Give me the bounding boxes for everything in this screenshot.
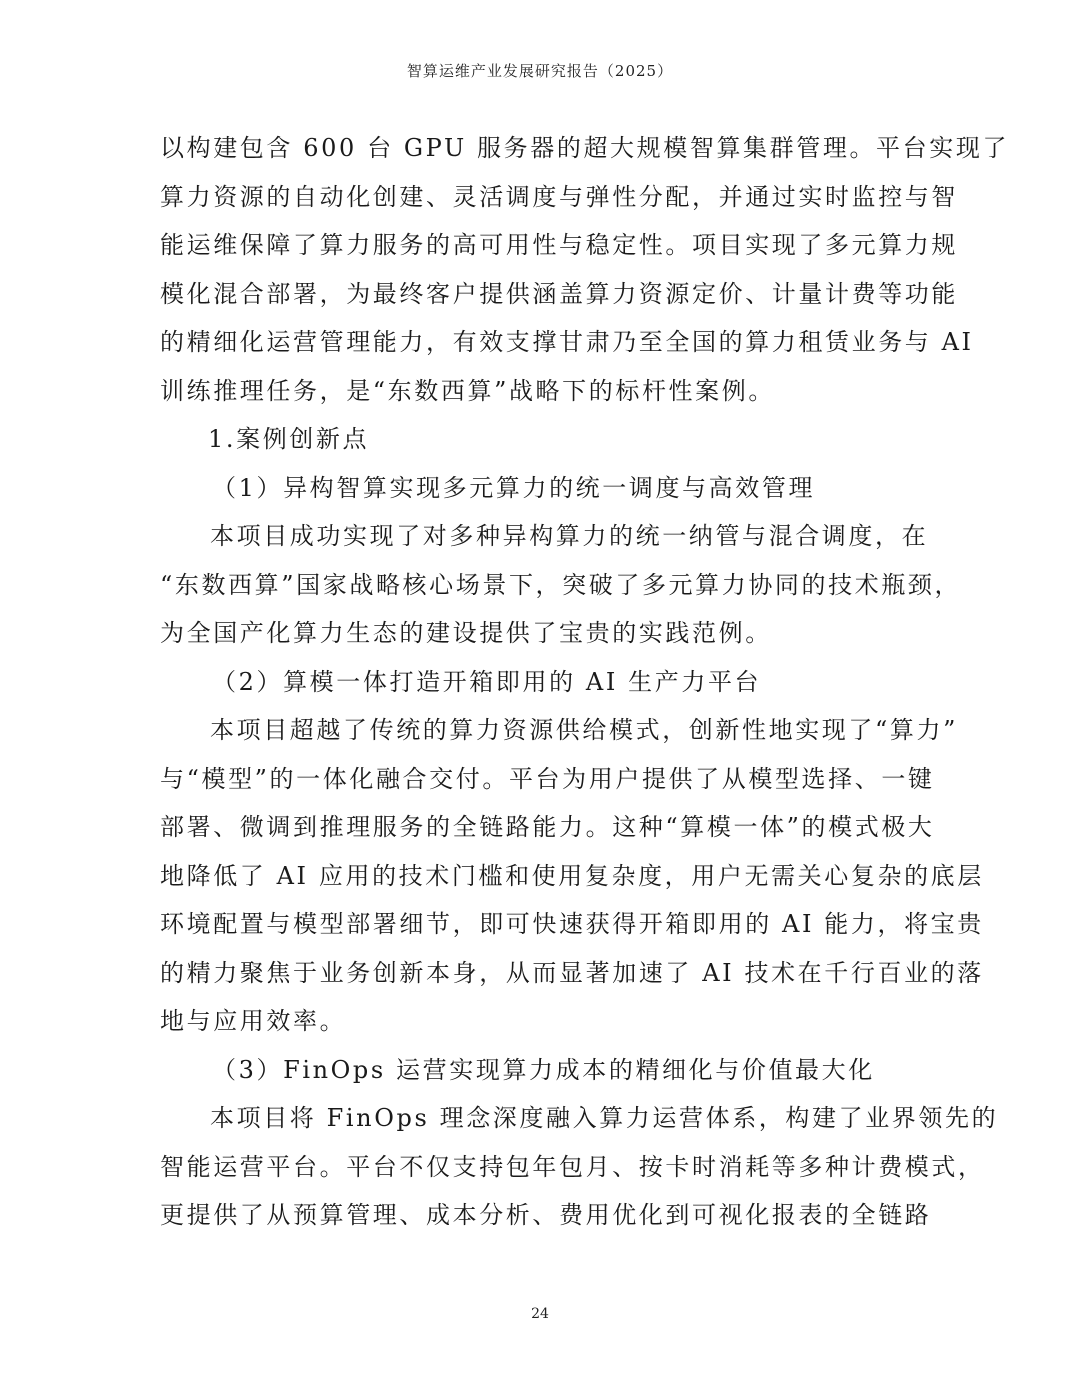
text-line: 的精细化运营管理能力，有效支撑甘肃乃至全国的算力租赁业务与 AI	[160, 328, 974, 356]
paragraph-intro	[160, 124, 1010, 415]
text-line: 的精力聚焦于业务创新本身，从而显著加速了 AI 技术在千行百业的落	[160, 958, 984, 987]
paragraph-subsection-3	[160, 1094, 999, 1240]
text-line: 环境配置与模型部署细节，即可快速获得开箱即用的 AI 能力，将宝贵	[160, 910, 984, 938]
body-text	[160, 124, 1010, 1240]
text-line: 能运维保障了算力服务的高可用性与稳定性。项目实现了多元算力规	[160, 231, 958, 259]
text-line: 与“模型”的一体化融合交付。平台为用户提供了从模型选择、一键	[160, 764, 935, 793]
page-number: 24	[531, 1306, 549, 1322]
subsection-title-1: （1）异构智算实现多元算力的统一调度与高效管理	[212, 473, 816, 502]
text-line: 部署、微调到推理服务的全链路能力。这种“算模一体”的模式极大	[160, 813, 935, 841]
text-line: 本项目超越了传统的算力资源供给模式，创新性地实现了“算力”	[210, 716, 958, 744]
paragraph-subsection-1	[160, 512, 962, 658]
subsection-title-3: （3）FinOps 运营实现算力成本的精细化与价值最大化	[212, 1055, 875, 1084]
paragraph-subsection-2	[160, 706, 984, 1046]
section-heading: 1.案例创新点	[208, 425, 370, 453]
text-line: 智能运营平台。平台不仅支持包年包月、按卡时消耗等多种计费模式，	[160, 1152, 985, 1181]
text-line: 更提供了从预算管理、成本分析、费用优化到可视化报表的全链路	[160, 1201, 932, 1229]
text-line: 地降低了 AI 应用的技术门槛和使用复杂度，用户无需关心复杂的底层	[160, 861, 984, 890]
text-line: 模化混合部署，为最终客户提供涵盖算力资源定价、计量计费等功能	[160, 279, 958, 308]
text-line: 地与应用效率。	[160, 1007, 347, 1035]
text-line: 本项目成功实现了对多种异构算力的统一纳管与混合调度，在	[210, 522, 929, 550]
text-line: 以构建包含 600 台 GPU 服务器的超大规模智算集群管理。平台实现了	[160, 134, 1010, 162]
text-line: “东数西算”国家战略核心场景下，突破了多元算力协同的技术瓶颈，	[160, 570, 962, 599]
text-line: 本项目将 FinOps 理念深度融入算力运营体系，构建了业界领先的	[210, 1104, 999, 1132]
text-line: 算力资源的自动化创建、灵活调度与弹性分配，并通过实时监控与智	[160, 182, 958, 211]
text-line: 为全国产化算力生态的建设提供了宝贵的实践范例。	[160, 619, 772, 647]
running-header: 智算运维产业发展研究报告（2025）	[406, 62, 674, 80]
subsection-title-2: （2）算模一体打造开箱即用的 AI 生产力平台	[212, 667, 762, 696]
text-line: 训练推理任务，是“东数西算”战略下的标杆性案例。	[160, 376, 775, 405]
